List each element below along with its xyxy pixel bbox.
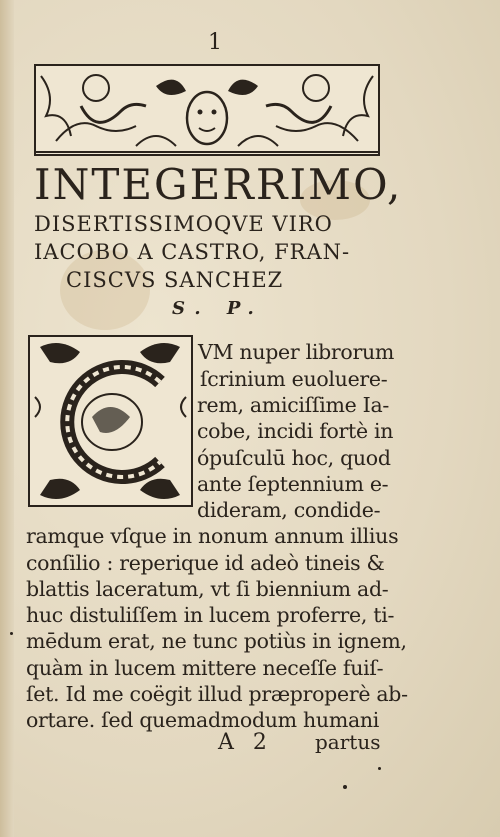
dedication-salutation: S. P. — [172, 298, 264, 319]
body-line: blattis laceratum, vt ſi biennium ad- — [26, 577, 389, 601]
signature-mark: A 2 — [218, 730, 273, 755]
body-line: dideram, condide- — [197, 498, 381, 522]
ink-speck — [343, 785, 347, 789]
dedication-line-1: INTEGERRIMO, — [34, 160, 403, 209]
body-line: cobe, incidi fortè in — [197, 419, 394, 443]
body-line: mēdum erat, ne tunc potiùs in ignem, — [26, 629, 407, 653]
dedication-line-2: DISERTISSIMOQVE VIRO — [34, 212, 333, 236]
dedication-line-3: IACOBO A CASTRO, FRAN- — [34, 240, 351, 264]
body-line: quàm in lucem mittere neceſſe fuiſ- — [26, 656, 384, 680]
ink-speck — [378, 767, 381, 770]
body-line: ſcrinium euoluere- — [200, 367, 388, 391]
body-line: ſet. Id me coëgit illud præproperè ab- — [26, 682, 408, 706]
dedication-line-4: CISCVS SANCHEZ — [66, 268, 284, 292]
body-line: VM nuper librorum — [198, 340, 395, 364]
body-line: conſilio : reperique id adeò tineis & — [26, 551, 385, 575]
ink-speck — [10, 632, 13, 635]
catchword: partus — [315, 730, 381, 754]
body-line: ópuſculū hoc, quod — [197, 446, 391, 470]
page-number: 1 — [208, 30, 222, 55]
body-line: ramque vſque in nonum annum illius — [26, 524, 399, 548]
body-line: rem, amiciſſime Ia- — [197, 393, 390, 417]
body-line: huc distuliſſem in lucem proferre, ti- — [26, 603, 395, 627]
body-line: ante ſeptennium e- — [197, 472, 389, 496]
body-line: ortare. ſed quemadmodum humani — [26, 708, 380, 732]
